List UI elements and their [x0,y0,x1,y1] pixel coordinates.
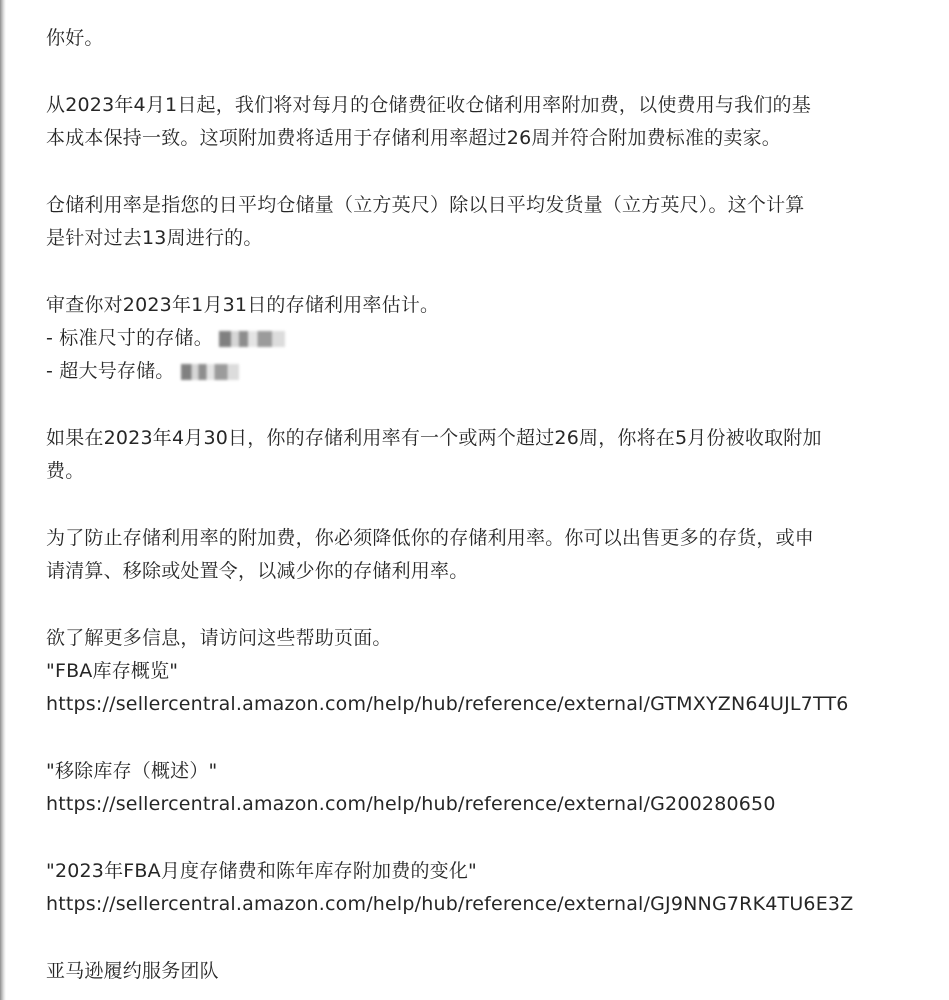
help-link-removal[interactable]: https://sellercentral.amazon.com/help/hub/reference/external/G200280650 [46,793,776,815]
window-left-border [0,0,6,1000]
estimate-heading: 审查你对2023年1月31日的存储利用率估计。 [46,294,440,316]
estimate-oversize-row [46,355,941,388]
help-link-fee-changes[interactable]: https://sellercentral.amazon.com/help/hub/reference/external/GJ9NNG7RK4TU6E3Z [46,893,854,915]
paragraph-charge-line-2: 费。 [46,460,85,482]
paragraph-surcharge-line-2: 本成本保持一致。这项附加费将适用于存储利用率超过26周并符合附加费标准的卖家。 [46,127,781,149]
help-link-fba-inventory[interactable]: https://sellercentral.amazon.com/help/hub/reference/external/GTMXYZN64UJL7TT6 [46,693,849,715]
link-title-fba-inventory: "FBA库存概览" [46,660,179,682]
paragraph-surcharge-line-1: 从2023年4月1日起，我们将对每月的仓储费征收仓储利用率附加费，以使费用与我们的基 [46,94,811,116]
paragraph-charge-line-1: 如果在2023年4月30日，你的存储利用率有一个或两个超过26周，你将在5月份被收取附加 [46,427,822,449]
estimate-standard-label: - 标准尺寸的存储。 [46,327,213,349]
link-title-removal: "移除库存（概述）" [46,760,218,782]
signature: 亚马逊履约服务团队 [46,960,219,982]
estimate-oversize-label: - 超大号存储。 [46,360,175,382]
email-body [46,22,941,988]
estimate-standard-row [46,322,941,355]
more-info-text: 欲了解更多信息，请访问这些帮助页面。 [46,627,392,649]
redacted-value [219,331,285,347]
paragraph-prevent-line-1: 为了防止存储利用率的附加费，你必须降低你的存储利用率。你可以出售更多的存货，或申 [46,527,815,549]
greeting: 你好。 [46,27,104,49]
link-title-fee-changes: "2023年FBA月度存储费和陈年库存附加费的变化" [46,860,477,882]
paragraph-prevent-line-2: 请清算、移除或处置令，以减少你的存储利用率。 [46,560,469,582]
paragraph-ratio-line-1: 仓储利用率是指您的日平均仓储量（立方英尺）除以日平均发货量（立方英尺）。这个计算 [46,194,805,216]
redacted-value [181,364,239,380]
paragraph-ratio-line-2: 是针对过去13周进行的。 [46,227,263,249]
